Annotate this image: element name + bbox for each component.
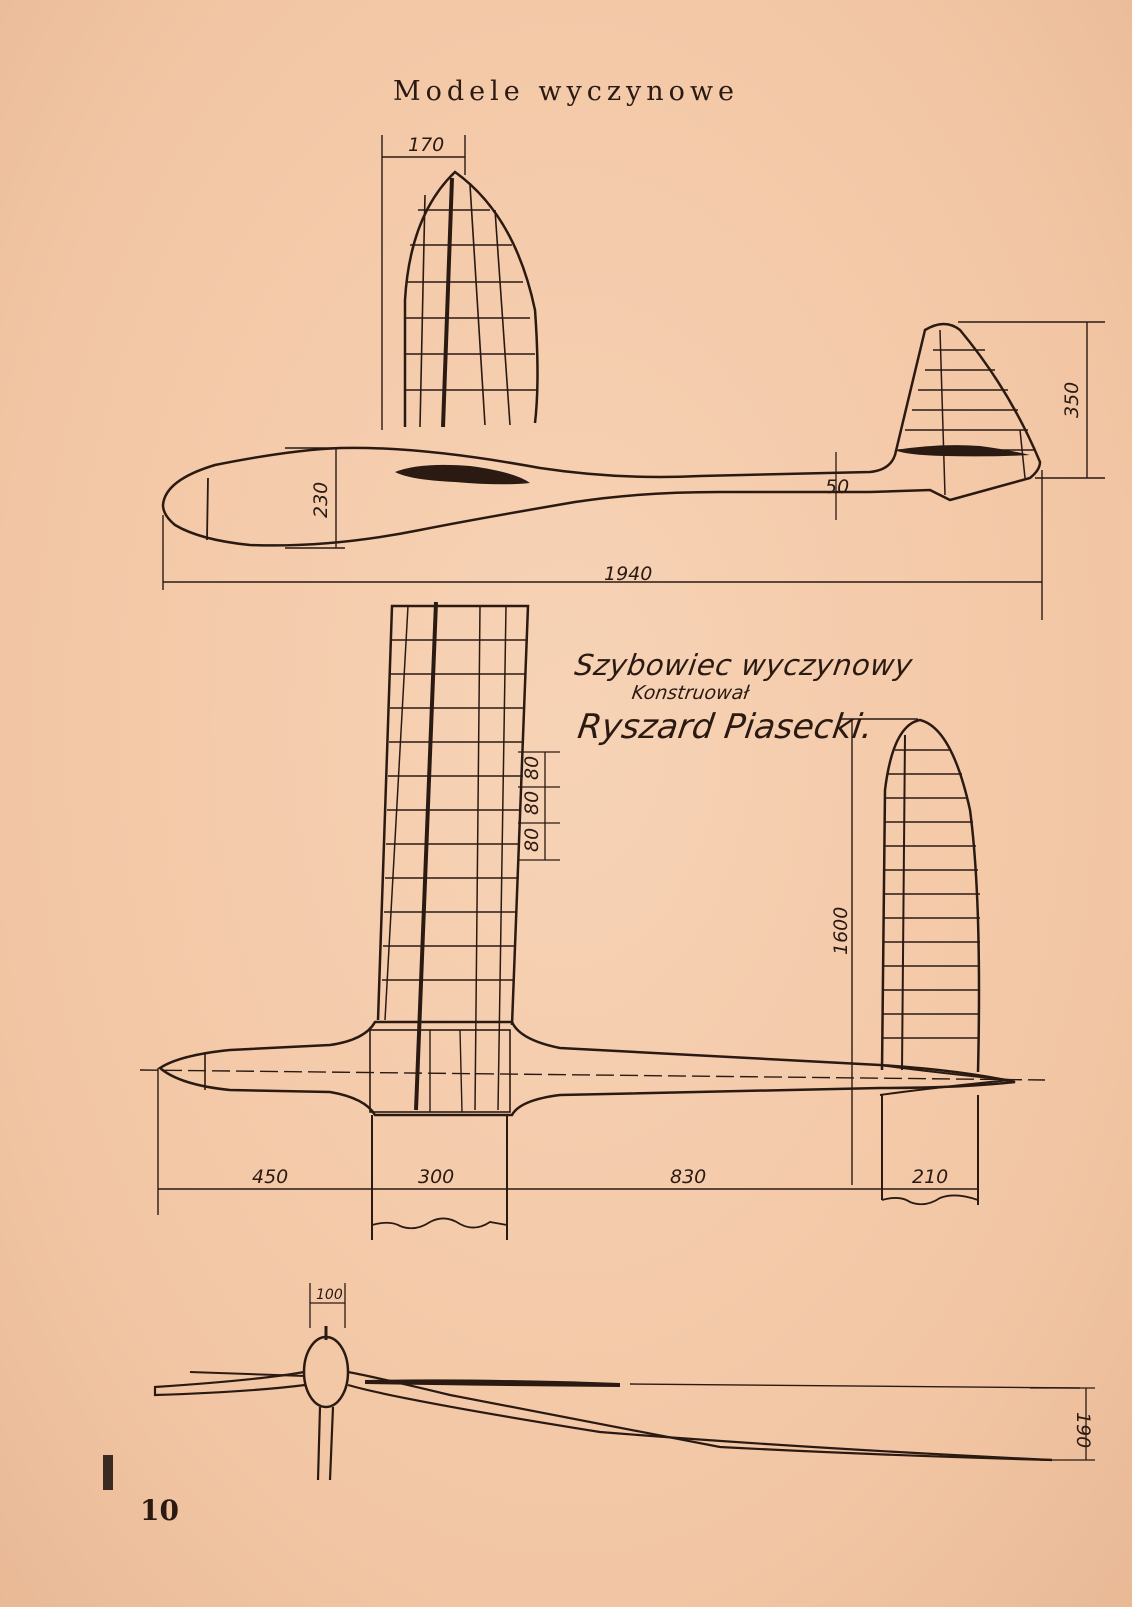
- dim-fin-height: 350: [1061, 381, 1083, 418]
- dim-rib-spacing-3: 80: [521, 827, 543, 852]
- drawing-caption-subtitle: Konstruował: [630, 682, 751, 704]
- dim-rib-spacing-1: 80: [521, 755, 543, 780]
- dim-tail-boom-height: 50: [825, 476, 850, 498]
- drawing-caption-title: Szybowiec wyczynowy: [572, 648, 915, 682]
- dim-nose-to-wing: 450: [252, 1166, 289, 1188]
- binding-mark: [103, 1455, 113, 1490]
- dim-dihedral-height: 190: [1072, 1412, 1094, 1449]
- fuselage-side-view: [163, 322, 1105, 620]
- page-number: 10: [140, 1494, 179, 1527]
- dim-wing-chord: 300: [418, 1166, 455, 1188]
- dim-wing-to-tail: 830: [670, 1166, 707, 1188]
- glider-plan-view: [140, 602, 1045, 1240]
- dim-overall-length: 1940: [604, 563, 653, 585]
- dim-half-span: 1600: [830, 906, 852, 955]
- dim-tail-chord: 210: [912, 1166, 949, 1188]
- page-header: Modele wyczynowe: [392, 76, 740, 107]
- dim-rib-spacing-2: 80: [521, 790, 543, 815]
- dim-stab-chord: 170: [408, 134, 445, 156]
- glider-front-view: [155, 1283, 1095, 1480]
- dim-fuselage-height: 230: [310, 481, 332, 518]
- stabilizer-plan-view: [382, 134, 538, 430]
- drawing-caption-designer: Ryszard Piasecki.: [575, 707, 876, 747]
- dim-fuselage-width: 100: [316, 1287, 343, 1303]
